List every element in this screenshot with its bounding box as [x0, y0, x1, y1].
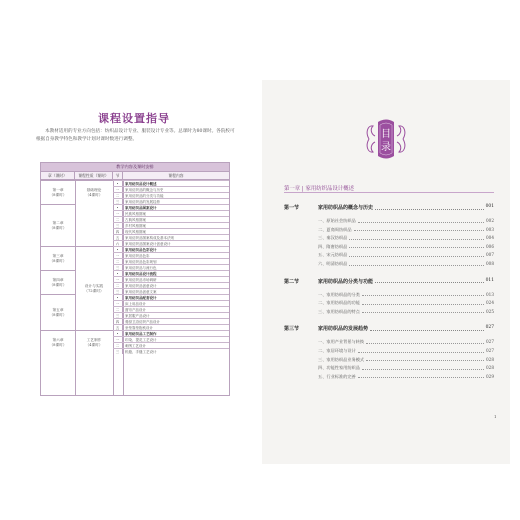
toc-section-title: 家用纺织品的分类与功能 [318, 278, 374, 285]
row-content: 刺绣工艺设计 [125, 344, 146, 348]
course-type: 基础理论 [86, 188, 102, 192]
toc-item-title: 二、夏商周纺织品 [318, 226, 352, 232]
row-section-no: 四 [113, 319, 123, 324]
row-content: 餐厨卫浴纺织产品设计 [125, 320, 160, 324]
toc-item-page: 007 [486, 252, 494, 258]
course-type: 设计与实践 [84, 284, 104, 288]
chapter-cell [41, 294, 75, 330]
row-section-no: • [113, 271, 123, 276]
row-section-no: 二 [113, 307, 123, 312]
toc-item-page: 025 [486, 308, 494, 314]
row-section-no: • [113, 181, 123, 186]
toc-item-page: 013 [486, 291, 494, 297]
chapter-hours: （8课时） [49, 259, 67, 263]
row-content: 现代风格图案 [125, 230, 146, 234]
row-content: 家用纺织品配套设计 [125, 296, 157, 300]
toc-item[interactable] [318, 252, 494, 258]
toc-item[interactable] [318, 218, 494, 224]
toc-item-title: 一、家用纺织品的分类 [318, 291, 360, 297]
chapter-name: 第五章 [52, 308, 64, 312]
row-content: 家用纺织品的概念与历史 [125, 188, 164, 192]
course-type-cell [75, 246, 113, 330]
toc-item[interactable] [318, 235, 494, 241]
row-section-no: 二 [113, 343, 123, 348]
emblem-char: 目 [381, 129, 391, 140]
row-content: 家用纺织品色彩 [125, 254, 150, 258]
chapter-label: 第一章 [284, 186, 301, 192]
toc-item-title: 四、功能性家用纺织品 [318, 365, 360, 371]
toc-leader [358, 374, 484, 379]
row-content: 家用纺织品图案设计 [125, 206, 157, 210]
chapter-cell [41, 180, 75, 204]
row-content: 古典风格图案 [125, 218, 146, 222]
row-content: 家用纺织品工艺制作 [125, 332, 157, 336]
left-page [10, 80, 258, 464]
toc-item[interactable] [318, 365, 494, 371]
header-section: 节 [113, 172, 123, 179]
chapter-hours: （8课时） [49, 283, 67, 287]
header-chapter: 章（课时） [41, 172, 75, 179]
row-content: 家用纺织品色彩规划 [125, 260, 157, 264]
course-guide-title: 课程设置指导 [98, 112, 170, 125]
row-section-no: 三 [113, 265, 123, 270]
toc-section-page: 027 [485, 325, 494, 331]
course-type-cell [75, 330, 113, 354]
chapter-name: 第三章 [52, 254, 64, 258]
toc-item[interactable] [318, 339, 494, 345]
row-section-no: • [113, 331, 123, 336]
toc-item-page: 003 [486, 226, 494, 232]
toc-leader [349, 252, 484, 257]
toc-section-label: 第二节 [284, 278, 300, 285]
toc-item[interactable] [318, 292, 494, 298]
toc-item-title: 二、家居环境与设计 [318, 348, 356, 353]
toc-section[interactable] [284, 204, 494, 211]
row-section-no: • [113, 205, 123, 210]
chapter-cell [41, 270, 75, 294]
toc-leader [354, 227, 484, 232]
toc-leader [375, 204, 484, 210]
toc-section-label: 第三节 [284, 326, 300, 333]
row-section-no: 六 [113, 241, 123, 246]
toc-item-title: 三、家用纺织品业务模式 [318, 356, 365, 362]
toc-item-page: 028 [486, 356, 494, 362]
toc-item-title: 一、家用产业背景与转换 [318, 339, 365, 345]
row-content: 坐垫靠垫抱枕设计 [125, 326, 153, 330]
header-content: 课程内容 [168, 173, 184, 178]
table-header [41, 171, 229, 179]
chapter-cell [41, 330, 75, 354]
chapter-title: 家用纺织品设计概述 [305, 186, 354, 192]
toc-section-title: 家用纺织品的概念与历史 [318, 205, 374, 211]
toc-item[interactable] [318, 261, 494, 267]
toc-section[interactable] [284, 325, 494, 332]
row-content: 家用纺织品的分类与功能 [125, 194, 164, 198]
toc-item-page: 004 [486, 235, 494, 241]
toc-item-page: 029 [486, 373, 494, 379]
chapter-cell [41, 204, 75, 246]
row-content: 床上用品设计 [125, 302, 146, 306]
toc-item-title: 二、家用纺织品的功能 [318, 300, 360, 306]
row-section-no: 二 [113, 259, 123, 264]
chapter-hours: （8课时） [49, 313, 67, 317]
toc-section-title: 家用纺织品的发展趋势 [318, 326, 369, 333]
row-content: 机缝、手缝工艺设计 [125, 350, 157, 354]
toc-leader [366, 339, 484, 344]
row-content: 民族风格图案 [125, 212, 146, 216]
row-content: 家用纺织品设计概述 [125, 182, 157, 186]
row-section-no: 二 [113, 193, 123, 198]
toc-item[interactable] [318, 309, 494, 315]
right-page [262, 80, 510, 464]
row-section-no: 一 [113, 187, 123, 192]
toc-section-page: 001 [485, 204, 494, 209]
chapter-hours: （8课时） [49, 193, 67, 197]
row-content: 家用纺织品色彩设计 [125, 248, 157, 252]
toc-leader [349, 244, 484, 249]
row-content: 家用纺织品设计流程 [125, 272, 157, 276]
toc-leader [349, 235, 484, 240]
course-type: 工艺制作 [86, 338, 102, 342]
chapter-name: 第二章 [52, 221, 64, 225]
row-content: 家用纺织品的发展趋势 [125, 200, 160, 204]
row-section-no: 一 [113, 277, 123, 282]
toc-leader [362, 309, 484, 314]
toc-leader [366, 357, 484, 362]
row-content: 乡村风格图案 [125, 224, 146, 228]
chapter-hours: （8课时） [49, 343, 67, 347]
row-section-no: 一 [113, 211, 123, 216]
toc-leader [362, 292, 484, 297]
toc-emblem-icon [365, 116, 407, 162]
header-type: 课程性质（课时） [75, 172, 113, 179]
row-section-no: 二 [113, 217, 123, 222]
course-type-hours: （4课时） [85, 193, 103, 197]
row-section-no: 三 [113, 199, 123, 204]
course-guide-intro: 本教材适用的专业方向包括：纺织品设计专业、服装设计专业等。总课时为80课时。各院校可根据自身教学特色和教学计划对课时数进行调整。 [36, 129, 235, 142]
course-type-hours: （72课时） [84, 289, 104, 293]
row-content: 家用纺织品图案构成及基本法则 [125, 236, 174, 240]
toc-leader [358, 218, 484, 223]
toc-item[interactable] [318, 348, 494, 354]
toc-item-title: 五、宋元纺织品 [318, 252, 348, 258]
toc-item-page: 027 [486, 348, 494, 353]
toc-section[interactable] [284, 278, 494, 285]
row-section-no: • [113, 247, 123, 252]
toc-leader [370, 325, 484, 331]
table-body [41, 179, 229, 395]
row-section-no: 五 [113, 325, 123, 330]
row-content: 家用纺织品市场调研 [125, 278, 157, 282]
toc-item-page: 027 [486, 339, 494, 345]
toc-item-title: 五、行业标准的完善 [318, 373, 356, 379]
toc-item-title: 六、明清纺织品 [318, 261, 348, 266]
toc-leader [349, 261, 484, 266]
row-section-no: 三 [113, 313, 123, 318]
toc-leader [358, 348, 484, 353]
chapter-name: 第六章 [52, 338, 64, 342]
toc-leader [375, 278, 484, 284]
toc-item[interactable] [318, 300, 494, 306]
toc-item-page: 024 [486, 300, 494, 306]
chapter-rule [284, 192, 494, 193]
toc-leader [362, 365, 484, 370]
toc-item-title: 一、原始社会纺织品 [318, 218, 356, 223]
table-caption: 教学内容及课时安排 [41, 163, 229, 171]
row-content: 家用纺织品创意设计 [125, 284, 157, 288]
row-content: 家用纺织品创意文案 [125, 290, 157, 294]
emblem-char: 录 [381, 142, 391, 153]
toc-item-page: 002 [486, 218, 494, 223]
toc-chapter-heading[interactable]: 第一章 | 家用纺织品设计概述 [284, 186, 354, 192]
row-section-no: 三 [113, 223, 123, 228]
toc-item[interactable] [318, 227, 494, 233]
row-content: 窗帘产品设计 [125, 308, 146, 312]
chapter-cell [41, 246, 75, 270]
toc-item[interactable] [318, 374, 494, 380]
row-section-no: 三 [113, 349, 123, 354]
toc-section-page: 011 [485, 277, 494, 283]
toc-item-title: 三、家用纺织品的特点 [318, 308, 360, 314]
toc-section-label: 第一节 [284, 205, 300, 211]
toc-item-page: 006 [486, 243, 494, 249]
row-content: 印染、提花工艺设计 [125, 338, 157, 342]
page-number: 1 [494, 414, 497, 419]
row-section-no: 五 [113, 235, 123, 240]
course-type-cell [75, 180, 113, 204]
toc-item-title: 三、秦汉纺织品 [318, 235, 348, 241]
row-section-no: 三 [113, 289, 123, 294]
row-content: 家居服产品设计 [125, 314, 150, 318]
row-content: 家用纺织品图案设计创意设计 [125, 242, 171, 246]
chapter-name: 第一章 [52, 188, 64, 192]
chapter-hours: （8课时） [49, 226, 67, 230]
toc-item[interactable] [318, 244, 494, 250]
toc-item-page: 008 [486, 261, 494, 266]
schedule-table [40, 162, 230, 396]
row-content: 家用纺织品与流行色 [125, 266, 157, 270]
toc-item-page: 028 [486, 365, 494, 371]
row-section-no: 二 [113, 283, 123, 288]
row-section-no: 一 [113, 253, 123, 258]
toc-item-title: 四、隋唐纺织品 [318, 243, 348, 249]
chapter-name: 第四章 [52, 278, 64, 282]
row-section-no: 一 [113, 337, 123, 342]
toc-item[interactable] [318, 357, 494, 363]
toc-leader [362, 300, 484, 305]
row-section-no: 一 [113, 301, 123, 306]
course-type-hours: （4课时） [85, 343, 103, 347]
row-section-no: • [113, 295, 123, 300]
row-section-no: 四 [113, 229, 123, 234]
table-row [113, 348, 229, 354]
